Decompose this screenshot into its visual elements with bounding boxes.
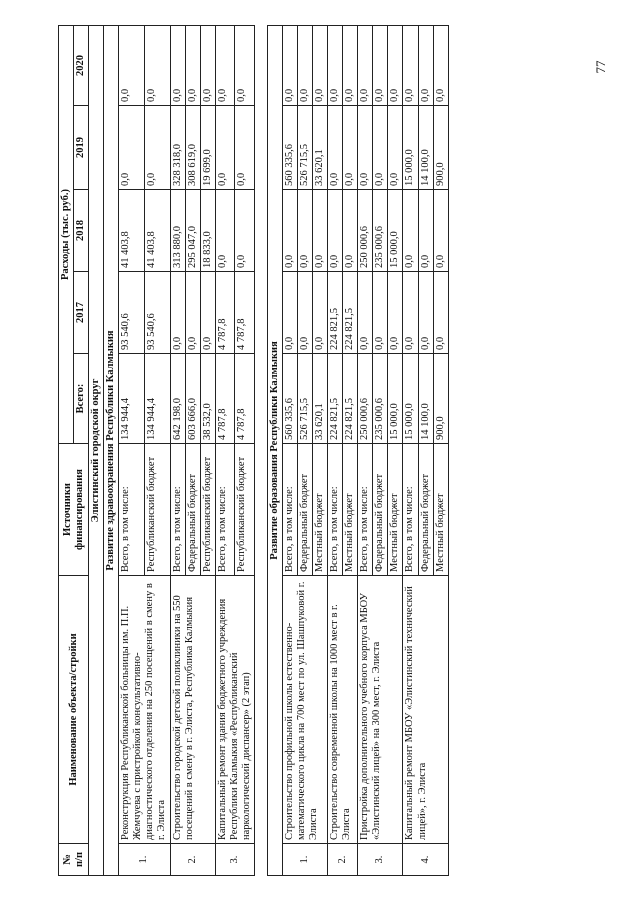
value-y2018: 250 000,6 bbox=[358, 190, 373, 272]
value-y2018: 0,0 bbox=[433, 190, 448, 272]
value-y2018: 15 000,0 bbox=[388, 190, 403, 272]
header-2018: 2018 bbox=[74, 190, 89, 272]
value-y2019: 0,0 bbox=[235, 106, 255, 190]
funding-source: Всего, в том числе: bbox=[215, 444, 235, 576]
value-y2020: 0,0 bbox=[144, 25, 170, 105]
value-total: 15 000,0 bbox=[388, 354, 403, 444]
value-total: 33 620,1 bbox=[313, 354, 328, 444]
header-expenses: Расходы (тыс. руб.) bbox=[59, 25, 74, 443]
value-y2017: 0,0 bbox=[185, 272, 200, 354]
value-y2017: 4 787,8 bbox=[215, 272, 235, 354]
section-title: Развитие образования Республики Калмыкия bbox=[267, 25, 282, 875]
object-name: Реконструкция Республиканской больницы им. П.П. Жемчуева с пристройкой консультативно-диагностического отделения на 250 посещений в смену в г. Элиста bbox=[119, 576, 170, 844]
value-y2019: 0,0 bbox=[119, 106, 145, 190]
value-y2017: 4 787,8 bbox=[235, 272, 255, 354]
value-y2018: 0,0 bbox=[343, 190, 358, 272]
object-name: Капитальный ремонт МБОУ «Элистинский технический лицей», г. Элиста bbox=[403, 576, 448, 844]
value-y2020: 0,0 bbox=[119, 25, 145, 105]
value-total: 4 787,8 bbox=[235, 354, 255, 444]
funding-source: Всего, в том числе: bbox=[328, 444, 343, 576]
value-y2018: 41 403,8 bbox=[144, 190, 170, 272]
table-row bbox=[170, 25, 185, 875]
value-y2017: 0,0 bbox=[373, 272, 388, 354]
value-y2020: 0,0 bbox=[298, 25, 313, 105]
value-y2019: 560 335,6 bbox=[282, 106, 297, 190]
value-y2018: 0,0 bbox=[403, 190, 418, 272]
value-y2019: 15 000,0 bbox=[403, 106, 418, 190]
value-y2018: 0,0 bbox=[418, 190, 433, 272]
value-y2018: 0,0 bbox=[298, 190, 313, 272]
funding-source: Всего, в том числе: bbox=[403, 444, 418, 576]
page-number: 77 bbox=[593, 60, 608, 74]
value-total: 900,0 bbox=[433, 354, 448, 444]
value-y2017: 0,0 bbox=[418, 272, 433, 354]
value-total: 4 787,8 bbox=[215, 354, 235, 444]
value-y2018: 313 880,0 bbox=[170, 190, 185, 272]
value-y2018: 0,0 bbox=[313, 190, 328, 272]
value-y2019: 328 318,0 bbox=[170, 106, 185, 190]
funding-source: Федеральный бюджет bbox=[373, 444, 388, 576]
value-total: 603 666,0 bbox=[185, 354, 200, 444]
value-y2020: 0,0 bbox=[185, 25, 200, 105]
value-y2017: 0,0 bbox=[388, 272, 403, 354]
table-row bbox=[358, 25, 373, 875]
value-y2017: 0,0 bbox=[358, 272, 373, 354]
funding-source: Республиканский бюджет bbox=[144, 444, 170, 576]
value-y2017: 0,0 bbox=[282, 272, 297, 354]
object-index: 4. bbox=[403, 844, 448, 876]
funding-source: Местный бюджет bbox=[313, 444, 328, 576]
value-y2019: 19 699,0 bbox=[200, 106, 215, 190]
value-y2017: 0,0 bbox=[200, 272, 215, 354]
object-index: 3. bbox=[358, 844, 403, 876]
funding-source: Всего, в том числе: bbox=[358, 444, 373, 576]
value-y2020: 0,0 bbox=[200, 25, 215, 105]
value-total: 560 335,6 bbox=[282, 354, 297, 444]
table-row bbox=[328, 25, 343, 875]
region-row bbox=[89, 25, 104, 875]
value-y2018: 295 047,0 bbox=[185, 190, 200, 272]
value-y2019: 0,0 bbox=[343, 106, 358, 190]
funding-source: Местный бюджет bbox=[343, 444, 358, 576]
funding-source: Федеральный бюджет bbox=[298, 444, 313, 576]
header-2020: 2020 bbox=[74, 25, 89, 105]
value-y2019: 0,0 bbox=[388, 106, 403, 190]
value-y2020: 0,0 bbox=[343, 25, 358, 105]
table-row bbox=[282, 25, 297, 875]
value-total: 224 821,5 bbox=[343, 354, 358, 444]
value-y2018: 0,0 bbox=[282, 190, 297, 272]
value-y2017: 0,0 bbox=[170, 272, 185, 354]
value-y2018: 18 833,0 bbox=[200, 190, 215, 272]
value-y2020: 0,0 bbox=[433, 25, 448, 105]
value-y2019: 0,0 bbox=[144, 106, 170, 190]
rotated-table-container bbox=[58, 26, 558, 876]
value-y2019: 33 620,1 bbox=[313, 106, 328, 190]
value-y2018: 41 403,8 bbox=[119, 190, 145, 272]
object-name: Строительство городской детской поликлиники на 550 посещений в смену в г. Элиста, Республика Калмыкия bbox=[170, 576, 215, 844]
funding-source: Федеральный бюджет bbox=[418, 444, 433, 576]
expenses-table bbox=[58, 25, 449, 876]
value-y2020: 0,0 bbox=[328, 25, 343, 105]
value-y2017: 224 821,5 bbox=[328, 272, 343, 354]
value-total: 14 100,0 bbox=[418, 354, 433, 444]
value-y2017: 0,0 bbox=[433, 272, 448, 354]
section-title: Развитие здравоохранения Республики Калмыкия bbox=[104, 25, 119, 875]
value-y2017: 0,0 bbox=[313, 272, 328, 354]
value-y2019: 14 100,0 bbox=[418, 106, 433, 190]
value-y2020: 0,0 bbox=[358, 25, 373, 105]
header-source: Источники финансирования bbox=[59, 444, 89, 576]
value-y2020: 0,0 bbox=[388, 25, 403, 105]
funding-source: Местный бюджет bbox=[388, 444, 403, 576]
section-row bbox=[267, 25, 282, 875]
value-y2020: 0,0 bbox=[403, 25, 418, 105]
section-gap bbox=[254, 25, 267, 875]
object-name: Строительство профильной школы естественно-математического цикла на 700 мест по ул. Шашпуковой г. Элиста bbox=[282, 576, 327, 844]
header-2019: 2019 bbox=[74, 106, 89, 190]
value-total: 38 532,0 bbox=[200, 354, 215, 444]
header-name: Наименование объекта/стройки bbox=[59, 576, 89, 844]
value-y2020: 0,0 bbox=[215, 25, 235, 105]
value-y2020: 0,0 bbox=[282, 25, 297, 105]
object-index: 2. bbox=[328, 844, 358, 876]
table-row bbox=[403, 25, 418, 875]
header-total: Всего: bbox=[74, 354, 89, 444]
value-y2019: 0,0 bbox=[215, 106, 235, 190]
value-y2017: 224 821,5 bbox=[343, 272, 358, 354]
value-y2017: 93 540,6 bbox=[119, 272, 145, 354]
object-index: 1. bbox=[282, 844, 327, 876]
value-y2018: 235 000,6 bbox=[373, 190, 388, 272]
value-y2019: 0,0 bbox=[358, 106, 373, 190]
value-y2018: 0,0 bbox=[235, 190, 255, 272]
funding-source: Федеральный бюджет bbox=[185, 444, 200, 576]
value-y2020: 0,0 bbox=[418, 25, 433, 105]
object-index: 1. bbox=[119, 844, 170, 876]
funding-source: Республиканский бюджет bbox=[200, 444, 215, 576]
value-total: 526 715,5 bbox=[298, 354, 313, 444]
funding-source: Всего, в том числе: bbox=[119, 444, 145, 576]
value-y2019: 526 715,5 bbox=[298, 106, 313, 190]
header-num: № п/п bbox=[59, 844, 89, 876]
value-y2019: 0,0 bbox=[373, 106, 388, 190]
object-index: 2. bbox=[170, 844, 215, 876]
section-row bbox=[104, 25, 119, 875]
object-index: 3. bbox=[215, 844, 254, 876]
value-total: 15 000,0 bbox=[403, 354, 418, 444]
funding-source: Всего, в том числе: bbox=[282, 444, 297, 576]
object-name: Пристройка дополнительного учебного корпуса МБОУ «Элистинский лицей» на 300 мест, г. Элиста bbox=[358, 576, 403, 844]
value-y2017: 0,0 bbox=[298, 272, 313, 354]
value-y2017: 93 540,6 bbox=[144, 272, 170, 354]
value-y2019: 308 619,0 bbox=[185, 106, 200, 190]
object-name: Капитальный ремонт здания бюджетного учреждения Республики Калмыкия «Республиканский наркологический диспансер» (2 этап) bbox=[215, 576, 254, 844]
value-y2020: 0,0 bbox=[313, 25, 328, 105]
value-y2020: 0,0 bbox=[170, 25, 185, 105]
table-row bbox=[119, 25, 145, 875]
value-y2019: 900,0 bbox=[433, 106, 448, 190]
value-y2019: 0,0 bbox=[328, 106, 343, 190]
value-total: 642 198,0 bbox=[170, 354, 185, 444]
funding-source: Всего, в том числе: bbox=[170, 444, 185, 576]
value-total: 250 000,6 bbox=[358, 354, 373, 444]
value-total: 224 821,5 bbox=[328, 354, 343, 444]
object-name: Строительство современной школы на 1000 мест в г. Элиста bbox=[328, 576, 358, 844]
region-title: Элистинский городской округ bbox=[89, 25, 104, 875]
value-y2020: 0,0 bbox=[235, 25, 255, 105]
value-y2020: 0,0 bbox=[373, 25, 388, 105]
value-y2018: 0,0 bbox=[215, 190, 235, 272]
funding-source: Республиканский бюджет bbox=[235, 444, 255, 576]
value-total: 134 944,4 bbox=[144, 354, 170, 444]
header-2017: 2017 bbox=[74, 272, 89, 354]
table-row bbox=[215, 25, 235, 875]
value-total: 134 944,4 bbox=[119, 354, 145, 444]
value-y2018: 0,0 bbox=[328, 190, 343, 272]
value-y2017: 0,0 bbox=[403, 272, 418, 354]
funding-source: Местный бюджет bbox=[433, 444, 448, 576]
value-total: 235 000,6 bbox=[373, 354, 388, 444]
